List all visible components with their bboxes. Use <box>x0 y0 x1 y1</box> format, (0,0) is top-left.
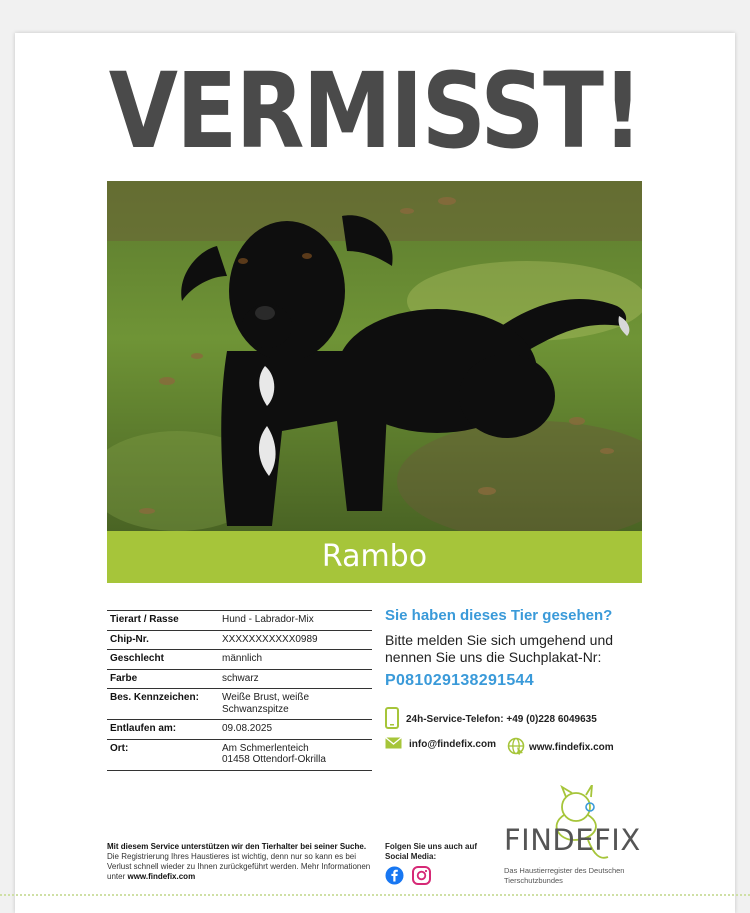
instagram-icon[interactable] <box>412 866 431 890</box>
detail-value: 09.08.2025 <box>219 720 372 740</box>
footer-info <box>107 842 373 882</box>
cta-text: Bitte melden Sie sich umgehend und nennen Sie uns die Suchplakat-Nr: <box>385 632 614 665</box>
detail-value: schwarz <box>219 669 372 689</box>
mail-icon <box>385 737 402 752</box>
headline: VERMISST! <box>108 50 642 172</box>
phone-text: 24h-Service-Telefon: +49 (0)228 6049635 <box>406 714 597 725</box>
detail-value: XXXXXXXXXXX0989 <box>219 630 372 650</box>
social-label: Folgen Sie uns auch auf Social Media: <box>385 842 478 861</box>
detail-label: Geschlecht <box>107 650 219 670</box>
table-row <box>107 689 372 720</box>
table-row <box>107 630 372 650</box>
email-contact[interactable] <box>385 737 496 752</box>
detail-label: Farbe <box>107 669 219 689</box>
dog-photo-illustration <box>107 181 642 531</box>
website-link[interactable] <box>507 737 614 758</box>
poster-number: P081029138291544 <box>385 672 534 689</box>
pet-details-table <box>107 610 372 771</box>
brand-name: FINDEFIX <box>504 823 641 857</box>
table-row <box>107 720 372 740</box>
detail-label: Chip-Nr. <box>107 630 219 650</box>
table-row <box>107 611 372 631</box>
footer-body: Die Registrierung Ihres Haustieres ist wichtig, denn nur so kann es bei Verlust schnell wieder zu Ihnen zurückgeführt werden. Mehr Informationen unter <box>107 852 371 881</box>
facebook-icon[interactable] <box>385 866 404 890</box>
globe-icon <box>507 737 525 758</box>
page-edge-divider <box>0 894 750 896</box>
footer-lead: Mit diesem Service unterstützen wir den Tierhalter bei seiner Suche. <box>107 842 367 851</box>
detail-value: Am Schmerlenteich 01458 Ottendorf-Okrilla <box>219 739 372 770</box>
phone-icon <box>385 707 399 732</box>
footer-link[interactable]: www.findefix.com <box>127 872 196 881</box>
table-row <box>107 650 372 670</box>
detail-value: männlich <box>219 650 372 670</box>
detail-label: Tierart / Rasse <box>107 611 219 631</box>
brand-tagline: Das Haustierregister des Deutschen Tierschutzbundes <box>504 866 625 885</box>
detail-value: Hund - Labrador-Mix <box>219 611 372 631</box>
detail-label: Ort: <box>107 739 219 770</box>
social-links <box>385 866 431 890</box>
detail-label: Bes. Kennzeichen: <box>107 689 219 720</box>
detail-value: Weiße Brust, weiße Schwanzspitze <box>219 689 372 720</box>
pet-photo <box>107 181 642 531</box>
detail-label: Entlaufen am: <box>107 720 219 740</box>
table-row <box>107 669 372 689</box>
cta-title: Sie haben dieses Tier gesehen? <box>385 607 613 624</box>
phone-contact[interactable] <box>385 707 597 732</box>
email-text: info@findefix.com <box>409 739 496 750</box>
pet-name-banner: Rambo <box>107 531 642 583</box>
website-text: www.findefix.com <box>529 742 614 753</box>
table-row <box>107 739 372 770</box>
